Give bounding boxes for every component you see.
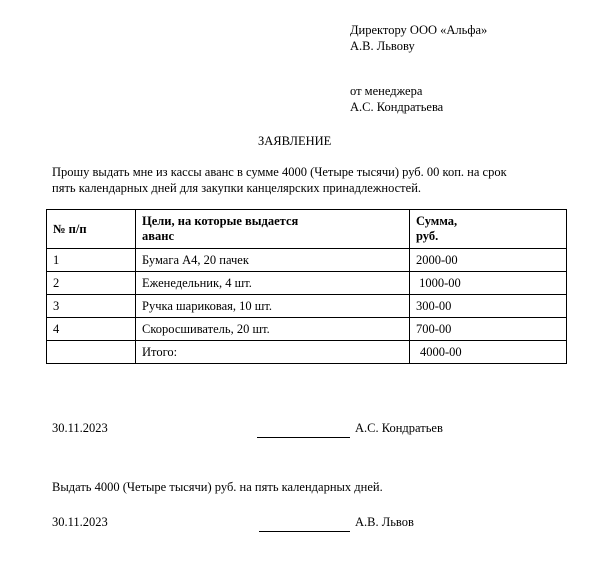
director-signature-line [259,531,350,532]
header-sum [410,210,567,249]
row-number: 3 [47,295,136,318]
addressee-line-1: Директору ООО «Альфа» [350,23,488,37]
header-purpose-text: Цели, на которые выдается аванс [142,214,299,243]
applicant-date: 30.11.2023 [52,421,108,435]
body-line-1: Прошу выдать мне из кассы аванс в сумме 4000 (Четыре тысячи) руб. 00 коп. на срок [52,165,507,179]
addressee-line-2: А.В. Львову [350,39,415,53]
header-purpose [136,210,410,249]
advance-items-table [46,209,567,364]
row-sum: 1000-00 [410,272,567,295]
row-purpose: Еженедельник, 4 шт. [136,272,410,295]
row-purpose: Ручка шариковая, 10 шт. [136,295,410,318]
row-purpose: Бумага А4, 20 пачек [136,249,410,272]
table-row [47,295,567,318]
document-title: ЗАЯВЛЕНИЕ [258,134,332,148]
row-sum: 2000-00 [410,249,567,272]
row-purpose: Скоросшиватель, 20 шт. [136,318,410,341]
director-date: 30.11.2023 [52,515,108,529]
row-sum: 300-00 [410,295,567,318]
row-number: 1 [47,249,136,272]
sender-line-1: от менеджера [350,84,423,98]
director-name: А.В. Львов [355,515,414,529]
body-line-2: пять календарных дней для закупки канцелярских принадлежностей. [52,181,422,195]
sender-line-2: А.С. Кондратьева [350,100,444,114]
director-resolution: Выдать 4000 (Четыре тысячи) руб. на пять календарных дней. [52,480,383,494]
header-sum-text: Сумма, руб. [416,214,458,243]
total-empty-cell [47,341,136,364]
table-header-row [47,210,567,249]
total-label: Итого: [136,341,410,364]
table-row [47,249,567,272]
applicant-name: А.С. Кондратьев [355,421,443,435]
table-row [47,272,567,295]
row-number: 2 [47,272,136,295]
header-number: № п/п [47,210,136,249]
row-number: 4 [47,318,136,341]
row-sum: 700-00 [410,318,567,341]
table-row [47,318,567,341]
applicant-signature-line [257,437,350,438]
total-value: 4000-00 [410,341,567,364]
table-total-row [47,341,567,364]
